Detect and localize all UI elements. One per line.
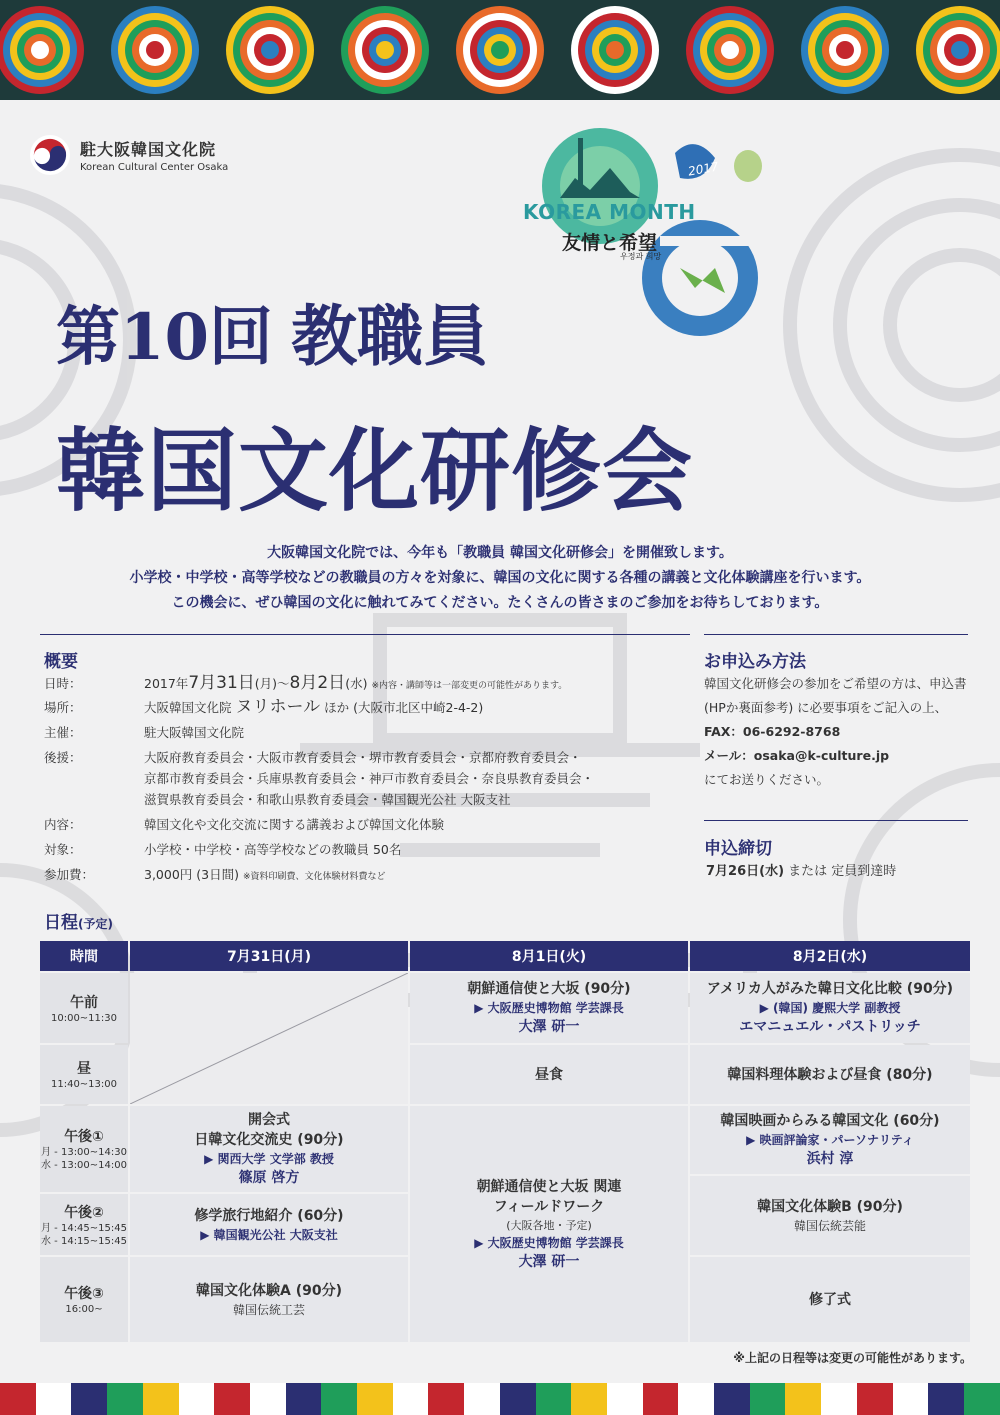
header-day2: 8月1日(火) [410, 941, 688, 971]
date-year: 2017年 [144, 676, 189, 691]
bottom-stripe [107, 1383, 143, 1415]
bottom-stripe [964, 1383, 1000, 1415]
bottom-stripe [286, 1383, 322, 1415]
fee-note: ※資料印刷費、文化体験材料費など [242, 872, 386, 882]
place-main: ヌリホール [235, 697, 321, 717]
bottom-stripe [36, 1383, 72, 1415]
day1-pm2 [130, 1194, 408, 1255]
dancheong-pattern-band [0, 0, 1000, 100]
day2-pm [410, 1106, 688, 1342]
bottom-stripe [500, 1383, 536, 1415]
bottom-stripe [250, 1383, 286, 1415]
time-am [40, 973, 128, 1043]
date-end: 8月2日 [289, 673, 346, 693]
date-label: 日時： [44, 676, 82, 691]
diagonal-slash [130, 973, 408, 1104]
day3-noon [690, 1045, 970, 1104]
schedule-note: ※上記の日程等は変更の可能性があります。 [733, 1351, 972, 1365]
day1-lecturer-affil: ▶ 関西大学 文学部 教授 [204, 1152, 334, 1166]
title-staff: 教職員 [291, 297, 490, 375]
band-motif-ring [376, 41, 394, 59]
apply-text [704, 672, 967, 792]
day2-pm-affil: ▶ 大阪歴史博物館 学芸課長 [474, 1235, 624, 1250]
schedule-heading-note: (予定) [78, 917, 113, 931]
schedule-heading [44, 908, 113, 933]
day2-am-title: 朝鮮通信使と大坂 (90分) [467, 981, 631, 997]
day2-am [410, 973, 688, 1043]
band-motif-ring [491, 41, 509, 59]
intro-line: 小学校・中学校・高等学校などの教職員の方々を対象に、韓国の文化に関する各種の講義と文化体験講座を行います。 [129, 570, 871, 586]
support-line: 滋賀県教育委員会・和歌山県教育委員会・韓国観光公社 大阪支社 [144, 792, 511, 807]
day3-closing: 修了式 [809, 1291, 851, 1308]
bottom-stripe [928, 1383, 964, 1415]
time-pm3-label: 午後③ [64, 1286, 104, 1302]
fee-value: 3,000円 (3日間) [144, 867, 239, 882]
bottom-stripe [0, 1383, 36, 1415]
day1-lecture-title: 日韓文化交流史 (90分) [194, 1132, 344, 1148]
bottom-stripe [643, 1383, 679, 1415]
bottom-stripe [785, 1383, 821, 1415]
bottom-stripe [393, 1383, 429, 1415]
header-day3: 8月2日(水) [690, 941, 970, 971]
day1-pm2-affil: ▶ 韓国観光公社 大阪支社 [200, 1227, 338, 1242]
day1-pm3-sub: 韓国伝統工芸 [232, 1302, 305, 1317]
content-label: 内容： [44, 817, 82, 832]
apply-mail: メール：osaka@k-culture.jp [704, 748, 890, 763]
korea-month-title: KOREA MONTH [523, 200, 696, 224]
korea-month-subtitle-ko: 우정과 희망 [620, 252, 662, 261]
apply-line: 韓国文化研修会の参加をご希望の方は、申込書 [704, 676, 967, 691]
day1-opening: 開会式 [248, 1112, 290, 1128]
time-noon-range: 11:40~13:00 [50, 1079, 117, 1090]
day3-pm2-sub: 韓国伝統芸能 [793, 1218, 866, 1233]
day3-pm1-affil: ▶ 映画評論家・パーソナリティ [746, 1133, 914, 1147]
bottom-stripe [214, 1383, 250, 1415]
day3-am-affil: ▶ (韓国) 慶熙大学 副教授 [759, 1001, 901, 1015]
bottom-stripe [357, 1383, 393, 1415]
korea-month-year: 2017 [687, 159, 720, 179]
logo-name-en: Korean Cultural Center Osaka [80, 162, 229, 173]
deadline-rest: または 定員到達時 [788, 864, 897, 879]
day3-pm1 [690, 1106, 970, 1174]
time-am-label: 午前 [70, 994, 98, 1011]
apply-heading: お申込み方法 [704, 652, 806, 672]
place-label: 場所： [44, 700, 82, 715]
day1-pm3-title: 韓国文化体験A (90分) [196, 1282, 342, 1299]
target-label: 対象： [44, 842, 82, 857]
bottom-stripe [428, 1383, 464, 1415]
time-noon [40, 1045, 128, 1104]
support-line: 大阪府教育委員会・大阪市教育委員会・堺市教育委員会・京都府教育委員会・ [144, 750, 582, 765]
bottom-stripe [464, 1383, 500, 1415]
host-label: 主催： [44, 725, 82, 740]
date-end-dow: (水) [345, 676, 368, 691]
bottom-stripe [321, 1383, 357, 1415]
bottom-stripe [536, 1383, 572, 1415]
deadline-heading: 申込締切 [704, 839, 772, 859]
apply-line: (HPか裏面参考) に必要事項をご記入の上、 [704, 700, 948, 715]
apply-divider [704, 634, 968, 635]
bottom-stripe [179, 1383, 215, 1415]
band-motif-ring [836, 41, 854, 59]
time-pm2-range: 月 - 14:45~15:45 [41, 1222, 127, 1234]
date-start: 7月31日 [188, 673, 255, 693]
intro-text [0, 541, 1000, 616]
band-motif-ring [606, 41, 624, 59]
time-pm2-range: 水 - 14:15~15:45 [41, 1235, 127, 1247]
target-value: 小学校・中学校・高等学校などの教職員 50名 [144, 842, 402, 857]
day3-lunch: 韓国料理体験および昼食 (80分) [727, 1066, 933, 1083]
day3-pm2 [690, 1176, 970, 1255]
time-pm2-label: 午後② [64, 1204, 104, 1221]
date-note: ※内容・講師等は一部変更の可能性があります。 [371, 681, 568, 691]
day3-am-title: アメリカ人がみた韓日文化比較 (90分) [706, 981, 954, 997]
bottom-stripe [678, 1383, 714, 1415]
header-day1: 7月31日(月) [130, 941, 408, 971]
day2-noon [410, 1045, 688, 1104]
day2-am-affil: ▶ 大阪歴史博物館 学芸課長 [474, 1001, 624, 1015]
day2-pm-title: フィールドワーク [493, 1198, 605, 1215]
support-label: 後援： [44, 750, 82, 765]
dancheong-pattern-graphic [0, 0, 1000, 100]
day1-morning-empty [130, 973, 408, 1104]
band-motif-ring [261, 41, 279, 59]
support-line: 京都市教育委員会・兵庫県教育委員会・神戸市教育委員会・奈良県教育委員会・ [144, 771, 595, 786]
band-motif-ring [31, 41, 49, 59]
header-time: 時間 [40, 941, 128, 971]
time-pm1 [40, 1106, 128, 1192]
day1-lecturer-name: 篠原 啓方 [238, 1170, 300, 1186]
deadline-divider [704, 820, 968, 821]
bottom-stripe [714, 1383, 750, 1415]
content-value: 韓国文化や文化交流に関する講義および韓国文化体験 [144, 817, 445, 832]
day3-am [690, 973, 970, 1043]
bottom-stripe [571, 1383, 607, 1415]
deadline-value [706, 860, 896, 879]
time-pm1-label: 午後① [64, 1129, 104, 1145]
intro-line: この機会に、ぜひ韓国の文化に触れてみてください。たくさんの皆さまのご参加をお待ちしております。 [171, 595, 829, 611]
day1-pm3 [130, 1257, 408, 1342]
time-pm2 [40, 1194, 128, 1255]
place-pre: 大阪韓国文化院 [144, 700, 232, 715]
day2-pm-name: 大澤 研一 [518, 1253, 580, 1270]
deadline-date: 7月26日(水) [706, 864, 785, 879]
main-title-line2: 韓国文化研修会 [56, 418, 693, 524]
intro-line: 大阪韓国文化院では、今年も「教職員 韓国文化研修会」を開催致します。 [267, 545, 733, 561]
bottom-stripe [750, 1383, 786, 1415]
host-value: 駐大阪韓国文化院 [144, 725, 245, 740]
day3-pm1-name: 浜村 淳 [806, 1151, 854, 1167]
logo-name-jp: 駐大阪韓国文化院 [80, 140, 217, 159]
day2-lunch: 昼食 [535, 1066, 563, 1083]
date-tilde: ～ [277, 676, 290, 691]
bottom-stripe [893, 1383, 929, 1415]
bottom-stripe [857, 1383, 893, 1415]
bottom-stripe [71, 1383, 107, 1415]
date-start-dow: (月) [254, 676, 278, 691]
day2-pm-title: 朝鮮通信使と大坂 関連 [476, 1178, 622, 1195]
day3-pm1-title: 韓国映画からみる韓国文化 (60分) [720, 1113, 940, 1129]
main-title-line1 [56, 283, 489, 378]
overview-divider [40, 634, 690, 635]
band-motif-ring [721, 41, 739, 59]
apply-line: にてお送りください。 [704, 772, 830, 787]
place-post: ほか (大阪市北区中崎2-4-2) [324, 700, 484, 715]
time-pm1-range: 水 - 13:00~14:00 [41, 1160, 127, 1171]
bottom-stripe [143, 1383, 179, 1415]
overview-heading: 概要 [44, 652, 78, 672]
time-pm3 [40, 1257, 128, 1342]
time-am-range: 10:00~11:30 [50, 1012, 117, 1024]
day1-pm1 [130, 1106, 408, 1192]
schedule-heading-text: 日程 [44, 913, 78, 933]
day3-pm3 [690, 1257, 970, 1342]
time-pm3-range: 16:00~ [65, 1304, 103, 1315]
kcc-osaka-logo [28, 133, 228, 177]
title-edition: 第10回 [56, 300, 274, 375]
day3-pm2-title: 韓国文化体験B (90分) [757, 1198, 903, 1215]
bottom-stripe-band [0, 1383, 1000, 1415]
taegeuk-emblem-icon [28, 133, 72, 177]
day2-am-name: 大澤 研一 [518, 1019, 580, 1035]
band-motif-ring [951, 41, 969, 59]
time-noon-label: 昼 [77, 1061, 91, 1077]
korea-month-subtitle: 友情と希望 [562, 232, 658, 254]
bottom-stripe [821, 1383, 857, 1415]
day2-pm-note: (大阪各地・予定) [506, 1218, 592, 1232]
time-pm1-range: 月 - 13:00~14:30 [41, 1147, 127, 1158]
day3-am-name: エマニュエル・パストリッチ [739, 1019, 921, 1035]
band-motif-ring [146, 41, 164, 59]
bottom-stripe [607, 1383, 643, 1415]
day1-pm2-title: 修学旅行地紹介 (60分) [194, 1207, 344, 1224]
fee-label: 参加費： [44, 867, 95, 882]
apply-fax: FAX：06-6292-8768 [704, 724, 841, 739]
schedule-table [40, 941, 970, 1342]
